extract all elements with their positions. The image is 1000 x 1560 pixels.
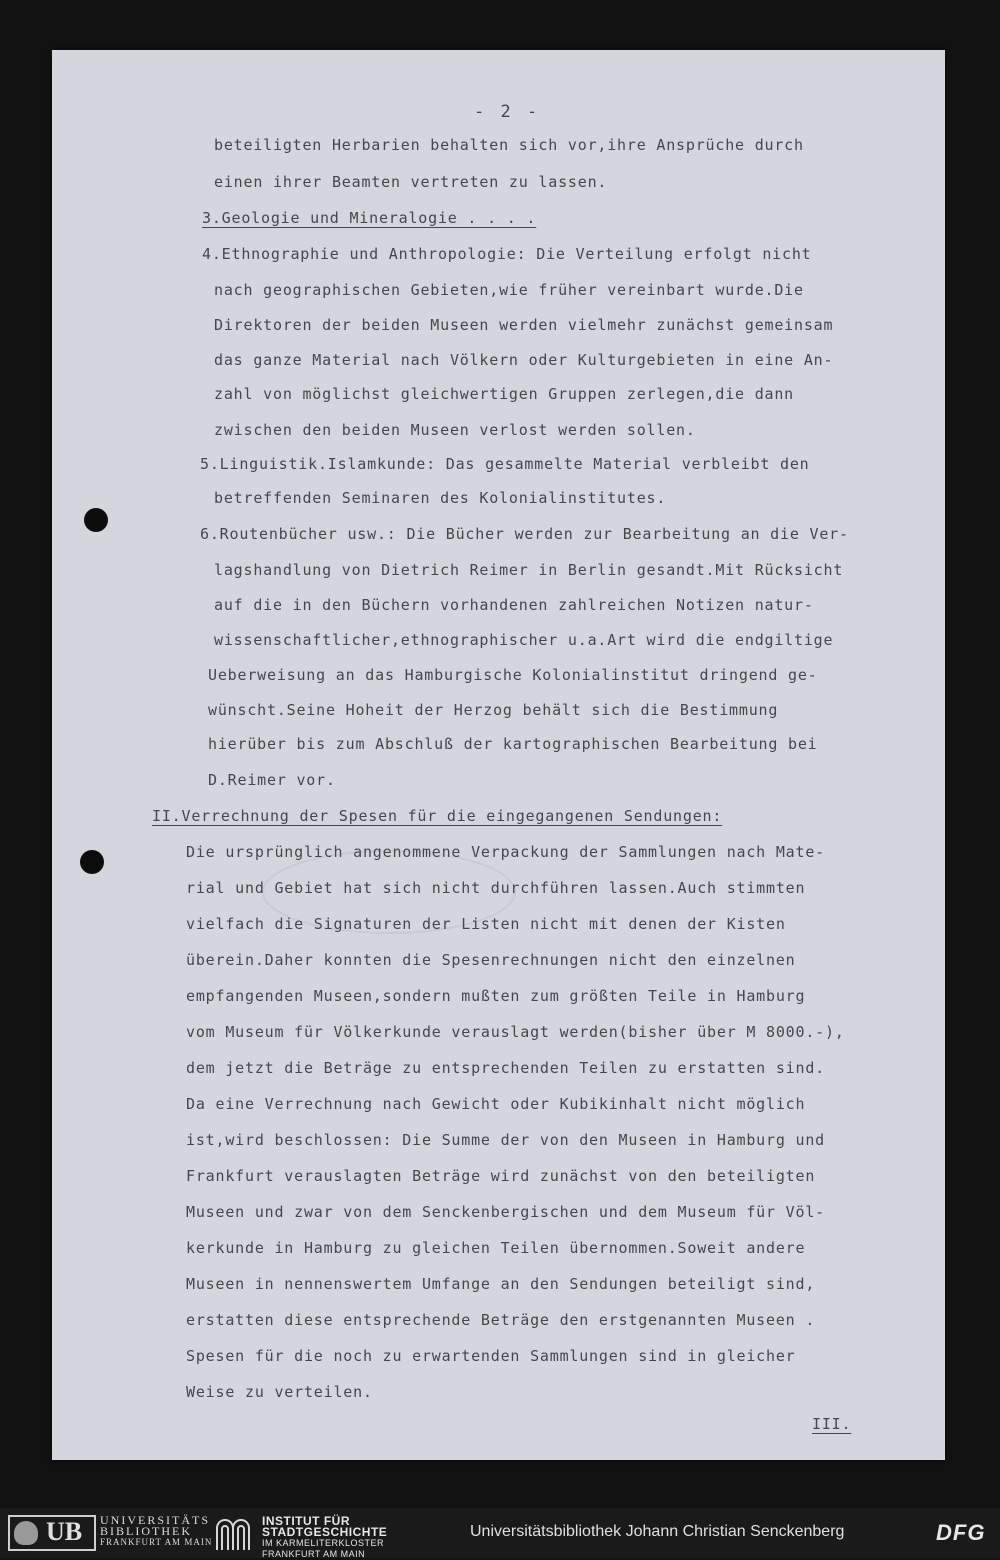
ub-name-line2: BIBLIOTHEK bbox=[100, 1524, 192, 1538]
text-line: 4.Ethnographie und Anthropologie: Die Verteilung erfolgt nicht bbox=[202, 245, 812, 263]
punch-hole bbox=[84, 508, 108, 532]
text-line: 5.Linguistik.Islamkunde: Das gesammelte Material verbleibt den bbox=[200, 455, 810, 473]
document-page bbox=[52, 50, 945, 1460]
isg-logo-icon[interactable] bbox=[214, 1516, 252, 1550]
ub-logo[interactable] bbox=[8, 1515, 96, 1551]
footer-bar bbox=[0, 1508, 1000, 1558]
text-line: Weise zu verteilen. bbox=[186, 1383, 373, 1401]
text-line: zwischen den beiden Museen verlost werden sollen. bbox=[214, 421, 696, 439]
text-line: vom Museum für Völkerkunde verauslagt werden(bisher über M 8000.-), bbox=[186, 1023, 845, 1041]
section-heading: 3.Geologie und Mineralogie . . . . bbox=[202, 209, 537, 227]
isg-name-line4: FRANKFURT AM MAIN bbox=[262, 1549, 366, 1559]
text-line: Frankfurt verauslagten Beträge wird zunächst von den beteiligten bbox=[186, 1167, 816, 1185]
text-line: erstatten diese entsprechende Beträge den erstgenannten Museen . bbox=[186, 1311, 816, 1329]
text-line: lagshandlung von Dietrich Reimer in Berlin gesandt.Mit Rücksicht bbox=[214, 561, 844, 579]
text-line: Spesen für die noch zu erwartenden Sammlungen sind in gleicher bbox=[186, 1347, 796, 1365]
text-line: Ueberweisung an das Hamburgische Kolonialinstitut dringend ge- bbox=[208, 666, 818, 684]
text-line: überein.Daher konnten die Spesenrechnungen nicht den einzelnen bbox=[186, 951, 796, 969]
text-line: das ganze Material nach Völkern oder Kulturgebieten in eine An- bbox=[214, 351, 834, 369]
text-line: betreffenden Seminaren des Kolonialinstitutes. bbox=[214, 489, 667, 507]
text-line: einen ihrer Beamten vertreten zu lassen. bbox=[214, 173, 608, 191]
text-line: Museen in nennenswertem Umfange an den Sendungen beteiligt sind, bbox=[186, 1275, 816, 1293]
text-line: Direktoren der beiden Museen werden vielmehr zunächst gemeinsam bbox=[214, 316, 834, 334]
dfg-logo[interactable]: DFG bbox=[936, 1520, 986, 1545]
text-line: ist,wird beschlossen: Die Summe der von den Museen in Hamburg und bbox=[186, 1131, 825, 1149]
text-line: dem jetzt die Beträge zu entsprechenden Teilen zu erstatten sind. bbox=[186, 1059, 825, 1077]
isg-name-line3: IM KARMELITERKLOSTER bbox=[262, 1538, 385, 1548]
text-line: Museen und zwar von dem Senckenbergischen und dem Museum für Völ- bbox=[186, 1203, 825, 1221]
page-number: - 2 - bbox=[474, 102, 541, 122]
text-line: vielfach die Signaturen der Listen nicht mit denen der Kisten bbox=[186, 915, 786, 933]
ub-name-line1: UNIVERSITÄTS bbox=[100, 1513, 210, 1527]
text-line: zahl von möglichst gleichwertigen Gruppen zerlegen,die dann bbox=[214, 385, 795, 403]
footer-title: Universitätsbibliothek Johann Christian Senckenberg bbox=[470, 1523, 845, 1540]
ub-name-line3: FRANKFURT AM MAIN bbox=[100, 1537, 213, 1547]
text-line: wissenschaftlicher,ethnographischer u.a.Art wird die endgiltige bbox=[214, 631, 834, 649]
text-line: hierüber bis zum Abschluß der kartographischen Bearbeitung bei bbox=[208, 735, 818, 753]
text-line: Die ursprünglich angenommene Verpackung der Sammlungen nach Mate- bbox=[186, 843, 825, 861]
text-line: Da eine Verrechnung nach Gewicht oder Kubikinhalt nicht möglich bbox=[186, 1095, 806, 1113]
isg-name bbox=[262, 1516, 387, 1560]
text-line: beteiligten Herbarien behalten sich vor,ihre Ansprüche durch bbox=[214, 136, 804, 154]
isg-name-line2: STADTGESCHICHTE bbox=[262, 1525, 388, 1539]
text-line: kerkunde in Hamburg zu gleichen Teilen übernommen.Soweit andere bbox=[186, 1239, 806, 1257]
portrait-icon bbox=[14, 1521, 38, 1545]
ub-name bbox=[100, 1515, 212, 1548]
text-line: rial und Gebiet hat sich nicht durchführen lassen.Auch stimmten bbox=[186, 879, 806, 897]
text-line: 6.Routenbücher usw.: Die Bücher werden zur Bearbeitung an die Ver- bbox=[200, 525, 849, 543]
text-line: empfangenden Museen,sondern mußten zum größten Teile in Hamburg bbox=[186, 987, 806, 1005]
catchword: III. bbox=[812, 1415, 852, 1433]
text-line: nach geographischen Gebieten,wie früher vereinbart wurde.Die bbox=[214, 281, 804, 299]
text-line: auf die in den Büchern vorhandenen zahlreichen Notizen natur- bbox=[214, 596, 814, 614]
text-line: wünscht.Seine Hoheit der Herzog behält sich die Bestimmung bbox=[208, 701, 779, 719]
punch-hole bbox=[80, 850, 104, 874]
isg-name-line1: INSTITUT FÜR bbox=[262, 1514, 350, 1528]
text-line: D.Reimer vor. bbox=[208, 771, 336, 789]
section-heading: II.Verrechnung der Spesen für die eingegangenen Sendungen: bbox=[152, 807, 723, 825]
ub-logo-letters: UB bbox=[46, 1517, 83, 1546]
